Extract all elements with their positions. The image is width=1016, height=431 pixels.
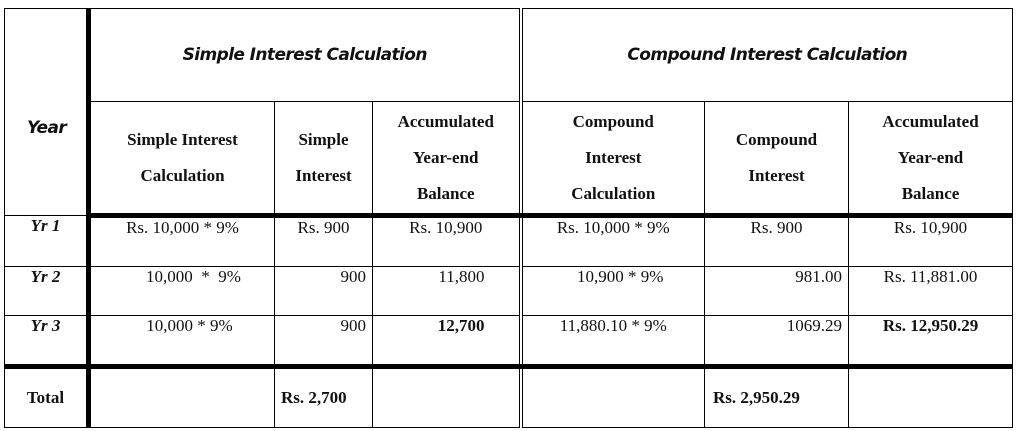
compound-interest-group-header: Compound Interest Calculation [521,9,1013,102]
simple-calc-cell: 10,000 * 9% [89,316,275,367]
col-label-line: Simple [298,129,349,149]
col-label-line: Simple Interest [127,129,238,149]
compound-calc-cell: 11,880.10 * 9% [521,316,705,367]
table-row [5,216,1013,267]
year-cell: Yr 1 [5,216,89,267]
year-header: Year [5,9,89,216]
compound-balance-cell: Rs. 10,900 [849,216,1013,267]
simple-calc-cell: 10,000 * 9% [89,267,275,316]
simple-interest-cell: Rs. 900 [275,216,373,267]
table-row [5,267,1013,316]
simple-balance-cell: Rs. 10,900 [373,216,521,267]
compound-balance-cell: Rs. 11,881.00 [849,267,1013,316]
simple-interest-cell: 900 [275,267,373,316]
compound-interest-cell: 1069.29 [705,316,849,367]
table-row [5,316,1013,367]
col-label-line: Balance [416,183,475,203]
year-cell: Yr 3 [5,316,89,367]
empty-cell [849,367,1013,428]
col-label-line: Interest [748,165,805,185]
col-label-line: Calculation [571,183,656,203]
simple-calc-cell: Rs. 10,000 * 9% [89,216,275,267]
col-label-line: Interest [585,147,642,167]
col-label-line: Compound [735,129,818,149]
col-simple-accumulated-balance [373,102,521,216]
col-label-line: Interest [295,165,352,185]
col-label-line: Year-end [413,147,479,167]
year-cell: Yr 2 [5,267,89,316]
simple-balance-cell: 11,800 [373,267,521,316]
interest-comparison-table [4,8,1013,428]
simple-balance-cell: 12,700 [373,316,521,367]
compound-interest-cell: 981.00 [705,267,849,316]
col-label-line: Year-end [897,147,964,167]
total-simple-interest: Rs. 2,700 [275,367,373,428]
col-label-line: Accumulated [397,111,494,131]
col-label-line: Balance [901,183,960,203]
compound-calc-cell: 10,900 * 9% [521,267,705,316]
compound-balance-cell: Rs. 12,950.29 [849,316,1013,367]
empty-cell [373,367,521,428]
simple-interest-cell: 900 [275,316,373,367]
total-row [5,367,1013,428]
col-compound-accumulated-balance [849,102,1013,216]
total-label: Total [5,367,89,428]
col-simple-interest [275,102,373,216]
empty-cell [521,367,705,428]
col-compound-interest [705,102,849,216]
col-compound-interest-calculation [521,102,705,216]
col-simple-interest-calculation [89,102,275,216]
compound-interest-cell: Rs. 900 [705,216,849,267]
empty-cell [89,367,275,428]
compound-calc-cell: Rs. 10,000 * 9% [521,216,705,267]
simple-interest-group-header: Simple Interest Calculation [89,9,521,102]
total-compound-interest: Rs. 2,950.29 [705,367,849,428]
col-label-line: Compound [572,111,654,131]
col-label-line: Accumulated [882,111,979,131]
col-label-line: Calculation [140,165,225,185]
